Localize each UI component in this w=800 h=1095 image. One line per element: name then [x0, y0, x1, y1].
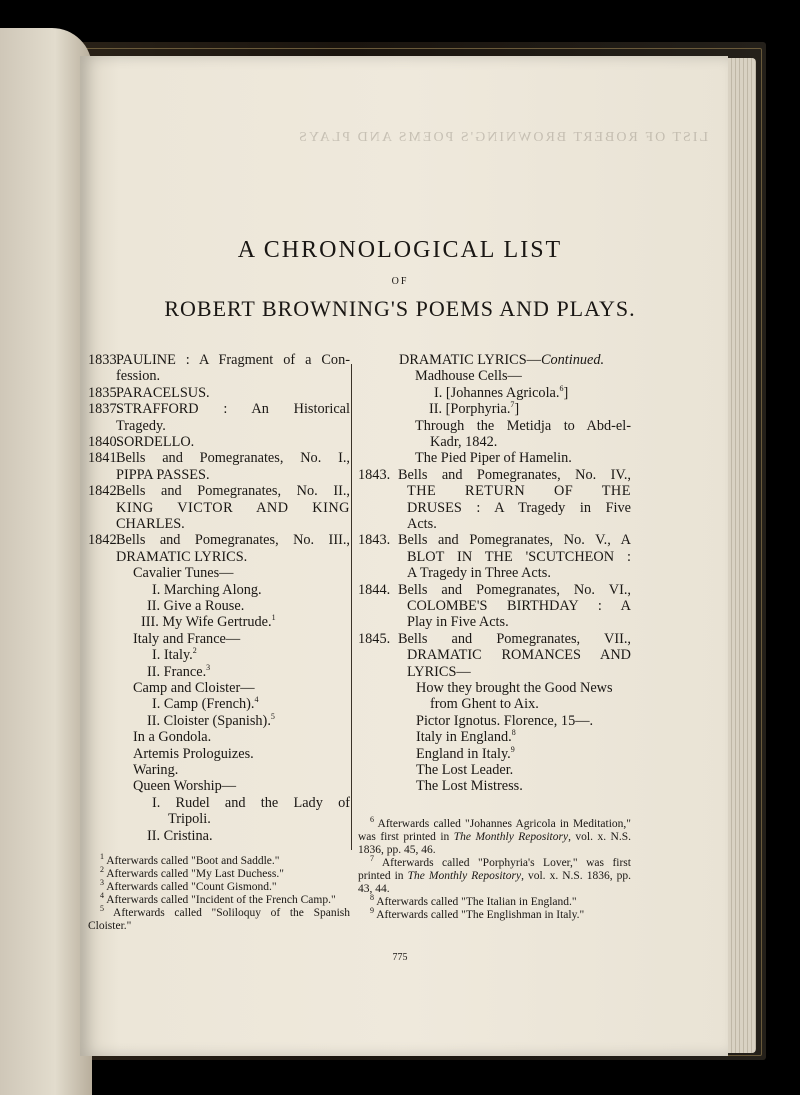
list-item: [147, 713, 350, 729]
entry-continued: Continued.: [540, 352, 605, 368]
left-column: [88, 352, 350, 844]
entry-text: PAULINE : A Fragment of a Con-: [116, 352, 350, 368]
footnote-number: 7: [370, 854, 374, 864]
entry-text: I. Italy.: [152, 647, 193, 664]
footnote-number: 1: [100, 852, 104, 862]
list-item: [88, 483, 350, 499]
list-item: Acts.: [407, 516, 437, 532]
entry-text: COLOMBE'S BIRTHDAY : A: [407, 597, 631, 614]
footnote-ref: 1: [271, 613, 276, 623]
entry-text: BLOT IN THE 'SCUTCHEON :: [407, 548, 631, 565]
entry-text: Bells and Pomegranates, No. IV.,: [398, 466, 631, 483]
list-item: [429, 401, 631, 417]
entry-text: II. Cloister (Spanish).: [147, 712, 271, 729]
list-item: [88, 385, 350, 401]
list-item: [358, 418, 631, 434]
entry-text: III. My Wife Gertrude.: [141, 614, 272, 631]
show-through-text: LIST OF ROBERT BROWNING'S POEMS AND PLAYS: [297, 130, 708, 145]
entry-text: PARACELSUS.: [116, 384, 210, 401]
entry-text: I. [Johannes Agricola.: [434, 384, 560, 401]
list-item: I. Marching Along.: [152, 581, 262, 598]
entry-text: Italy in England.: [416, 729, 512, 746]
list-item: [358, 582, 631, 598]
entry-year: 1840.: [88, 433, 121, 450]
list-item: [147, 664, 350, 680]
list-item: [399, 352, 631, 368]
list-item: Queen Worship—: [133, 778, 237, 795]
footnote: [88, 878, 350, 894]
footnote: [358, 906, 631, 922]
facing-page-edge: [0, 28, 92, 1095]
footnote: [88, 891, 350, 907]
list-item: How they brought the Good News: [416, 679, 613, 696]
footnote-text: , vol. x. N.S. 1836, pp. 45, 46.: [358, 831, 631, 856]
footnotes-left: [88, 852, 350, 933]
footnote-number: 5: [100, 904, 104, 914]
footnote-ref: 6: [559, 384, 564, 394]
footnote-text: Afterwards called "The Englishman in Italy.": [376, 909, 585, 921]
footnote-journal: The Monthly Repository: [453, 831, 569, 843]
footnotes-right: [358, 815, 631, 922]
list-item: PIPPA PASSES.: [116, 466, 210, 483]
list-item: [358, 500, 631, 516]
title-of: OF: [391, 276, 409, 287]
list-item: [358, 647, 631, 663]
list-item: [88, 450, 350, 466]
list-item: [88, 352, 350, 368]
list-item: [88, 795, 350, 811]
entry-year: 1833.: [88, 352, 121, 368]
list-item: The Lost Leader.: [416, 762, 514, 778]
footnote-ref: 5: [270, 712, 275, 722]
footnote-text: Afterwards called "Porphyria's Lover," was first printed in: [358, 857, 631, 882]
list-item: fession.: [116, 368, 161, 385]
right-column: [358, 352, 631, 795]
footnote-number: 2: [100, 865, 104, 875]
list-item: Pictor Ignotus. Florence, 15—.: [416, 712, 594, 729]
bracket: ]: [563, 384, 569, 401]
list-item: A Tragedy in Three Acts.: [407, 565, 551, 582]
list-item: [358, 483, 631, 499]
entry-year: 1843.: [358, 466, 391, 483]
footnote: [88, 865, 350, 881]
entry-text: England in Italy.: [416, 745, 511, 762]
list-item: from Ghent to Aix.: [430, 696, 539, 713]
entry-year: 1837.: [88, 401, 121, 418]
page-title: A CHRONOLOGICAL LIST: [237, 237, 563, 263]
entry-text: Bells and Pomegranates, No. II.,: [116, 483, 350, 500]
footnote-text: Afterwards called "The Italian in England.": [376, 896, 577, 908]
entry-year: 1841.: [88, 450, 121, 467]
entry-text: Bells and Pomegranates, No. III.,: [116, 532, 350, 549]
list-item: DRAMATIC LYRICS.: [116, 548, 248, 565]
list-item: Tripoli.: [168, 811, 211, 828]
footnote-ref: 8: [511, 728, 516, 738]
entry-text: DRAMATIC LYRICS—: [399, 352, 541, 368]
footnote-text: Afterwards called "Count Gismond.": [106, 881, 277, 893]
footnote-number: 3: [100, 878, 104, 888]
list-item: [88, 532, 350, 548]
entry-text: SORDELLO.: [116, 433, 195, 450]
list-item: The Pied Piper of Hamelin.: [415, 450, 572, 467]
footnote-text: , vol. x. N.S. 1836, pp. 43, 44.: [358, 870, 631, 895]
list-item: [358, 467, 631, 483]
list-item: Waring.: [133, 762, 179, 779]
list-item: The Lost Mistress.: [416, 778, 523, 795]
footnote-ref: 4: [254, 695, 259, 705]
list-item: [141, 614, 350, 630]
list-item: Kadr, 1842.: [430, 434, 498, 451]
list-item: [416, 729, 631, 745]
page-subtitle: ROBERT BROWNING'S POEMS AND PLAYS.: [164, 296, 636, 321]
footnote-number: 4: [100, 891, 104, 901]
entry-text: Bells and Pomegranates, No. VI.,: [398, 581, 631, 598]
footnote-text: Afterwards called "Incident of the French Camp.": [106, 894, 336, 906]
entry-year: 1835.: [88, 384, 121, 401]
list-item: Camp and Cloister—: [133, 680, 255, 696]
list-item: Play in Five Acts.: [407, 614, 509, 631]
list-item: Tragedy.: [116, 417, 166, 434]
list-item: [88, 401, 350, 417]
list-item: Italy and France—: [133, 630, 241, 647]
list-item: LYRICS—: [407, 663, 471, 680]
entry-text: STRAFFORD : An Historical: [116, 401, 350, 418]
footnote-number: 6: [370, 815, 374, 825]
footnote: [88, 904, 350, 933]
entry-year: 1845.: [358, 630, 391, 647]
list-item: [358, 532, 631, 548]
footnote: [358, 893, 631, 909]
column-divider: [351, 364, 352, 850]
entry-text: KING VICTOR AND KING: [116, 499, 350, 516]
footnote-ref: 9: [510, 744, 515, 754]
entry-year: 1843.: [358, 532, 391, 549]
footnote-journal: The Monthly Repository: [407, 870, 522, 882]
footnote: [358, 815, 631, 857]
list-item: [358, 631, 631, 647]
list-item: [152, 696, 350, 712]
list-item: Madhouse Cells—: [415, 368, 522, 385]
list-item: CHARLES.: [116, 515, 185, 532]
footnote-ref: 7: [510, 400, 515, 410]
entry-text: II. [Porphyria.: [429, 401, 511, 418]
entry-text: THE RETURN OF THE: [407, 483, 631, 500]
entry-text: DRAMATIC ROMANCES AND: [407, 647, 631, 664]
list-item: [358, 549, 631, 565]
entry-text: Bells and Pomegranates, No. I.,: [116, 450, 350, 467]
entry-text: II. France.: [147, 663, 207, 680]
page-number: 775: [392, 952, 408, 963]
footnote: [358, 854, 631, 896]
list-item: [416, 746, 631, 762]
list-item: II. Give a Rouse.: [147, 597, 245, 614]
footnote: [88, 852, 350, 868]
footnote-number: 9: [370, 906, 374, 916]
footnote-text: Afterwards called "Boot and Saddle.": [106, 855, 280, 867]
list-item: [88, 500, 350, 516]
list-item: Artemis Prologuizes.: [133, 745, 254, 762]
footnote-ref: 2: [192, 646, 197, 656]
entry-text: DRUSES : A Tragedy in Five: [407, 499, 631, 516]
entry-text: Bells and Pomegranates, VII.,: [398, 630, 631, 647]
list-item: [434, 385, 631, 401]
entry-year: 1842.: [88, 483, 121, 500]
entry-year: 1842.: [88, 532, 121, 549]
footnote-text: Afterwards called "My Last Duchess.": [106, 868, 284, 880]
footnote-number: 8: [370, 893, 374, 903]
footnote-ref: 3: [206, 662, 211, 672]
entry-text: Through the Metidja to Abd-el-: [415, 417, 631, 434]
entry-text: I. Rudel and the Lady of: [152, 794, 350, 811]
entry-text: Bells and Pomegranates, No. V., A: [398, 532, 631, 549]
list-item: II. Cristina.: [147, 827, 213, 844]
list-item: In a Gondola.: [133, 729, 212, 746]
list-item: Cavalier Tunes—: [133, 565, 234, 582]
bracket: ]: [514, 401, 520, 418]
entry-year: 1844.: [358, 581, 391, 598]
list-item: [358, 598, 631, 614]
footnote-text: Afterwards called "Soliloquy of the Spanish Cloister.": [88, 907, 350, 932]
footnote-text: Afterwards called "Johannes Agricola in Meditation," was first printed in: [358, 818, 631, 843]
entry-text: I. Camp (French).: [152, 696, 255, 713]
list-item: [88, 434, 350, 450]
list-item: [152, 647, 350, 663]
